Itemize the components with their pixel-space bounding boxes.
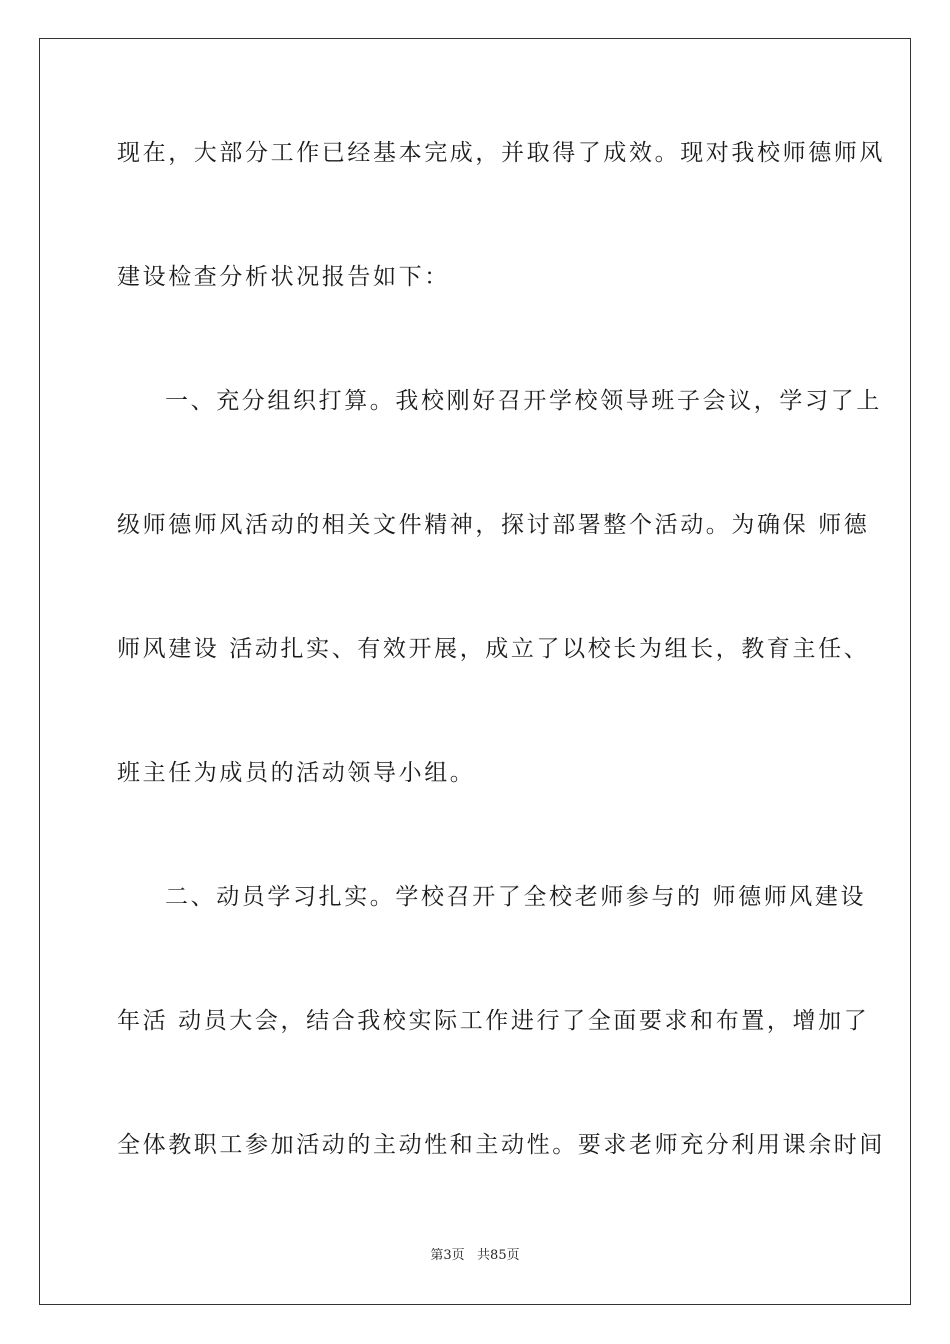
page-number-footer: 第3页 共85页	[430, 1248, 520, 1263]
body-text-line-6: 班主任为成员的活动领导小组。	[117, 760, 476, 786]
body-text-line-1: 现在，大部分工作已经基本完成，并取得了成效。现对我校师德师风	[117, 140, 885, 166]
body-text-line-4: 级师德师风活动的相关文件精神，探讨部署整个活动。为确保 师德	[117, 512, 870, 538]
body-text-line-2: 建设检查分析状况报告如下：	[117, 264, 450, 290]
body-text-line-9: 全体教职工参加活动的主动性和主动性。要求老师充分利用课余时间	[117, 1132, 885, 1158]
body-text-line-7: 二、动员学习扎实。学校召开了全校老师参与的 师德师风建设	[165, 884, 867, 910]
page-border	[39, 38, 911, 1305]
body-text-line-5: 师风建设 活动扎实、有效开展，成立了以校长为组长，教育主任、	[117, 636, 870, 662]
body-text-line-8: 年活 动员大会，结合我校实际工作进行了全面要求和布置，增加了	[117, 1008, 870, 1034]
body-text-line-3: 一、充分组织打算。我校刚好召开学校领导班子会议，学习了上	[165, 388, 882, 414]
